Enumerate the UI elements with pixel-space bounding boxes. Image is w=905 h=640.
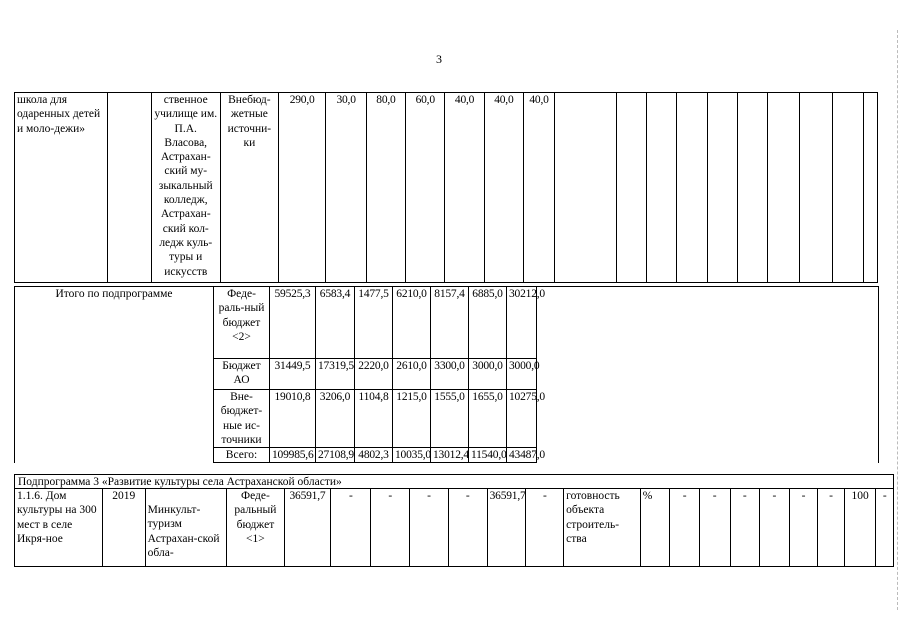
value-cell: 40,0: [445, 93, 484, 283]
value-cell: 4802,3: [355, 448, 393, 463]
subprogram-3-table: [14, 488, 894, 567]
empty-cell: [864, 93, 878, 283]
target-cell: -: [670, 489, 700, 567]
value-cell: 36591,7: [487, 489, 526, 567]
empty-cell: [768, 93, 800, 283]
measure-name-cell: 1.1.6. Дом культуры на 300 мест в селе Икря-ное: [15, 489, 103, 567]
empty-cell: [738, 93, 768, 283]
value-cell: 109985,6: [270, 448, 316, 463]
value-cell: 30,0: [326, 93, 366, 283]
value-cell: 36591,7: [284, 489, 331, 567]
empty-cell: [833, 93, 864, 283]
value-cell: -: [448, 489, 487, 567]
value-cell: 40,0: [524, 93, 555, 283]
funding-source-cell: Феде-ральный бюджет <1>: [227, 489, 284, 567]
value-cell: 10275,0: [507, 390, 537, 448]
executor-cell: ственное училище им. П.А. Власова, Астрахан-ский му-зыкальный колледж, Астрахан-ский кол-ледж куль-туры и искусств: [151, 93, 220, 283]
value-cell: -: [410, 489, 449, 567]
funding-source-cell: Феде-раль-ный бюджет <2>: [214, 287, 270, 359]
value-cell: 3206,0: [316, 390, 355, 448]
value-cell: 80,0: [366, 93, 405, 283]
empty-cell: [708, 93, 738, 283]
empty-cell: [617, 93, 647, 283]
subprogram-caption: Подпрограмма 3 «Развитие культуры села Астраханской области»: [14, 474, 894, 488]
empty-cell: [677, 93, 708, 283]
funding-source-cell: Бюджет АО: [214, 359, 270, 390]
value-cell: 2610,0: [393, 359, 431, 390]
value-cell: 1655,0: [469, 390, 507, 448]
value-cell: 43487,0: [507, 448, 537, 463]
unit-cell: %: [640, 489, 670, 567]
top-continuation-table: [14, 92, 878, 283]
itogo-table: [14, 286, 879, 463]
value-cell: -: [526, 489, 564, 567]
value-cell: 11540,0: [469, 448, 507, 463]
empty-cell: [647, 93, 677, 283]
value-cell: 6210,0: [393, 287, 431, 359]
value-cell: -: [331, 489, 371, 567]
executor-cell: Минкульт-туризм Астрахан-ской обла-: [145, 489, 227, 567]
value-cell: 27108,9: [316, 448, 355, 463]
value-cell: 6583,4: [316, 287, 355, 359]
target-cell: -: [789, 489, 818, 567]
value-cell: 30212,0: [507, 287, 537, 359]
target-cell: -: [876, 489, 894, 567]
value-cell: 1477,5: [355, 287, 393, 359]
indicator-cell: готовность объекта строитель-ства: [564, 489, 641, 567]
year-cell: [108, 93, 151, 283]
value-cell: 3300,0: [431, 359, 469, 390]
funding-source-cell: Вне-бюджет-ные ис-точники: [214, 390, 270, 448]
funding-source-cell: Всего:: [214, 448, 270, 463]
empty-cell: [800, 93, 833, 283]
value-cell: 2220,0: [355, 359, 393, 390]
value-cell: 19010,8: [270, 390, 316, 448]
itogo-label: Итого по подпрограмме: [15, 287, 214, 463]
page-number: 3: [436, 52, 442, 66]
target-cell: -: [818, 489, 845, 567]
scan-edge-line: [897, 30, 899, 610]
target-cell: -: [699, 489, 730, 567]
value-cell: 10035,0: [393, 448, 431, 463]
value-cell: 40,0: [484, 93, 523, 283]
empty-cell: [555, 93, 617, 283]
funding-source-cell: Внебюд-жетные источни-ки: [220, 93, 278, 283]
value-cell: 1555,0: [431, 390, 469, 448]
value-cell: 1104,8: [355, 390, 393, 448]
value-cell: 1215,0: [393, 390, 431, 448]
value-cell: 8157,4: [431, 287, 469, 359]
value-cell: 31449,5: [270, 359, 316, 390]
value-cell: 6885,0: [469, 287, 507, 359]
value-cell: 13012,4: [431, 448, 469, 463]
value-cell: 290,0: [278, 93, 326, 283]
value-cell: 17319,5: [316, 359, 355, 390]
value-cell: 3000,0: [469, 359, 507, 390]
empty-area: [537, 287, 879, 463]
value-cell: 60,0: [406, 93, 445, 283]
target-cell: 100: [844, 489, 876, 567]
target-cell: -: [760, 489, 790, 567]
target-cell: -: [730, 489, 760, 567]
year-cell: 2019: [102, 489, 145, 567]
value-cell: 59525,3: [270, 287, 316, 359]
value-cell: 3000,0: [507, 359, 537, 390]
value-cell: -: [371, 489, 410, 567]
program-name-cell: школа для одаренных детей и моло-дежи»: [15, 93, 108, 283]
